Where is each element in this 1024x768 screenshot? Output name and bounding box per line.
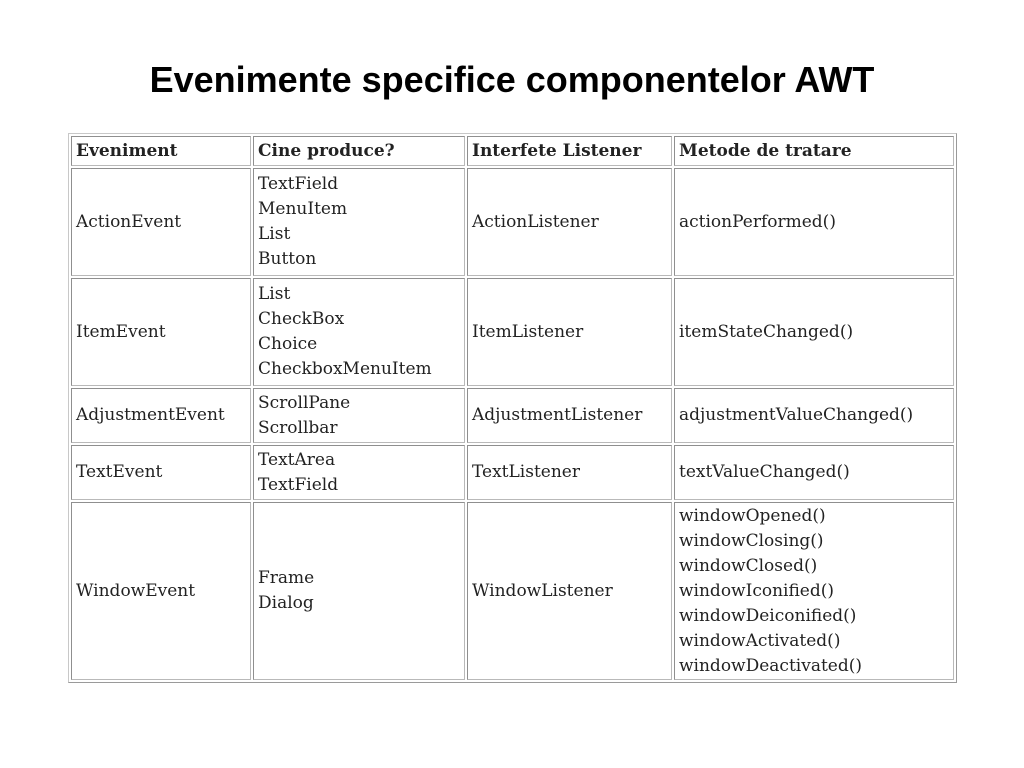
producers-cell	[253, 168, 465, 276]
method-item: windowOpened()	[679, 505, 826, 526]
producer-item: List	[258, 224, 291, 244]
producer-item: Frame	[258, 568, 315, 588]
event-cell: WindowEvent	[71, 502, 251, 680]
events-table-container	[68, 133, 957, 683]
table-row	[71, 278, 954, 386]
table-row	[71, 168, 954, 276]
header-event: Eveniment	[71, 136, 251, 166]
listener-cell: AdjustmentListener	[467, 388, 672, 443]
producer-item: ScrollPane	[258, 392, 351, 413]
producers-cell	[253, 278, 465, 386]
listener-cell: ItemListener	[467, 278, 672, 386]
method-item: itemStateChanged()	[679, 321, 854, 342]
producer-item: Scrollbar	[258, 417, 338, 438]
method-item: windowActivated()	[679, 630, 841, 651]
producer-item: MenuItem	[258, 199, 348, 219]
method-item: adjustmentValueChanged()	[679, 405, 914, 425]
table-row	[71, 388, 954, 443]
listener-cell: WindowListener	[467, 502, 672, 680]
table-body	[71, 168, 954, 680]
methods-cell	[674, 445, 954, 500]
producer-item: TextField	[258, 174, 339, 194]
events-table	[69, 134, 956, 682]
producer-item: Choice	[258, 334, 318, 354]
producer-item: CheckboxMenuItem	[258, 359, 432, 379]
methods-cell	[674, 168, 954, 276]
table-header-row	[71, 136, 954, 166]
method-item: windowClosing()	[679, 530, 824, 551]
method-item: windowDeiconified()	[679, 605, 857, 626]
producers-cell	[253, 388, 465, 443]
table-row	[71, 502, 954, 680]
methods-cell	[674, 278, 954, 386]
event-cell: ActionEvent	[71, 168, 251, 276]
method-item: windowIconified()	[679, 580, 835, 601]
event-cell: TextEvent	[71, 445, 251, 500]
header-methods: Metode de tratare	[674, 136, 954, 166]
method-item: windowClosed()	[679, 555, 818, 576]
listener-cell: TextListener	[467, 445, 672, 500]
slide-title: Evenimente specifice componentelor AWT	[149, 59, 875, 100]
producer-item: List	[258, 284, 291, 304]
method-item: textValueChanged()	[679, 462, 850, 482]
producer-item: TextArea	[258, 449, 336, 470]
method-item: windowDeactivated()	[679, 655, 862, 676]
producers-cell	[253, 445, 465, 500]
producer-item: CheckBox	[258, 309, 345, 329]
producers-cell	[253, 502, 465, 680]
header-listener: Interfete Listener	[467, 136, 672, 166]
listener-cell: ActionListener	[467, 168, 672, 276]
producer-item: Dialog	[258, 593, 314, 613]
producer-item: TextField	[258, 474, 339, 495]
method-item: actionPerformed()	[679, 211, 836, 232]
event-cell: ItemEvent	[71, 278, 251, 386]
methods-cell	[674, 388, 954, 443]
table-row	[71, 445, 954, 500]
header-producers: Cine produce?	[253, 136, 465, 166]
producer-item: Button	[258, 249, 317, 269]
methods-cell	[674, 502, 954, 680]
event-cell: AdjustmentEvent	[71, 388, 251, 443]
